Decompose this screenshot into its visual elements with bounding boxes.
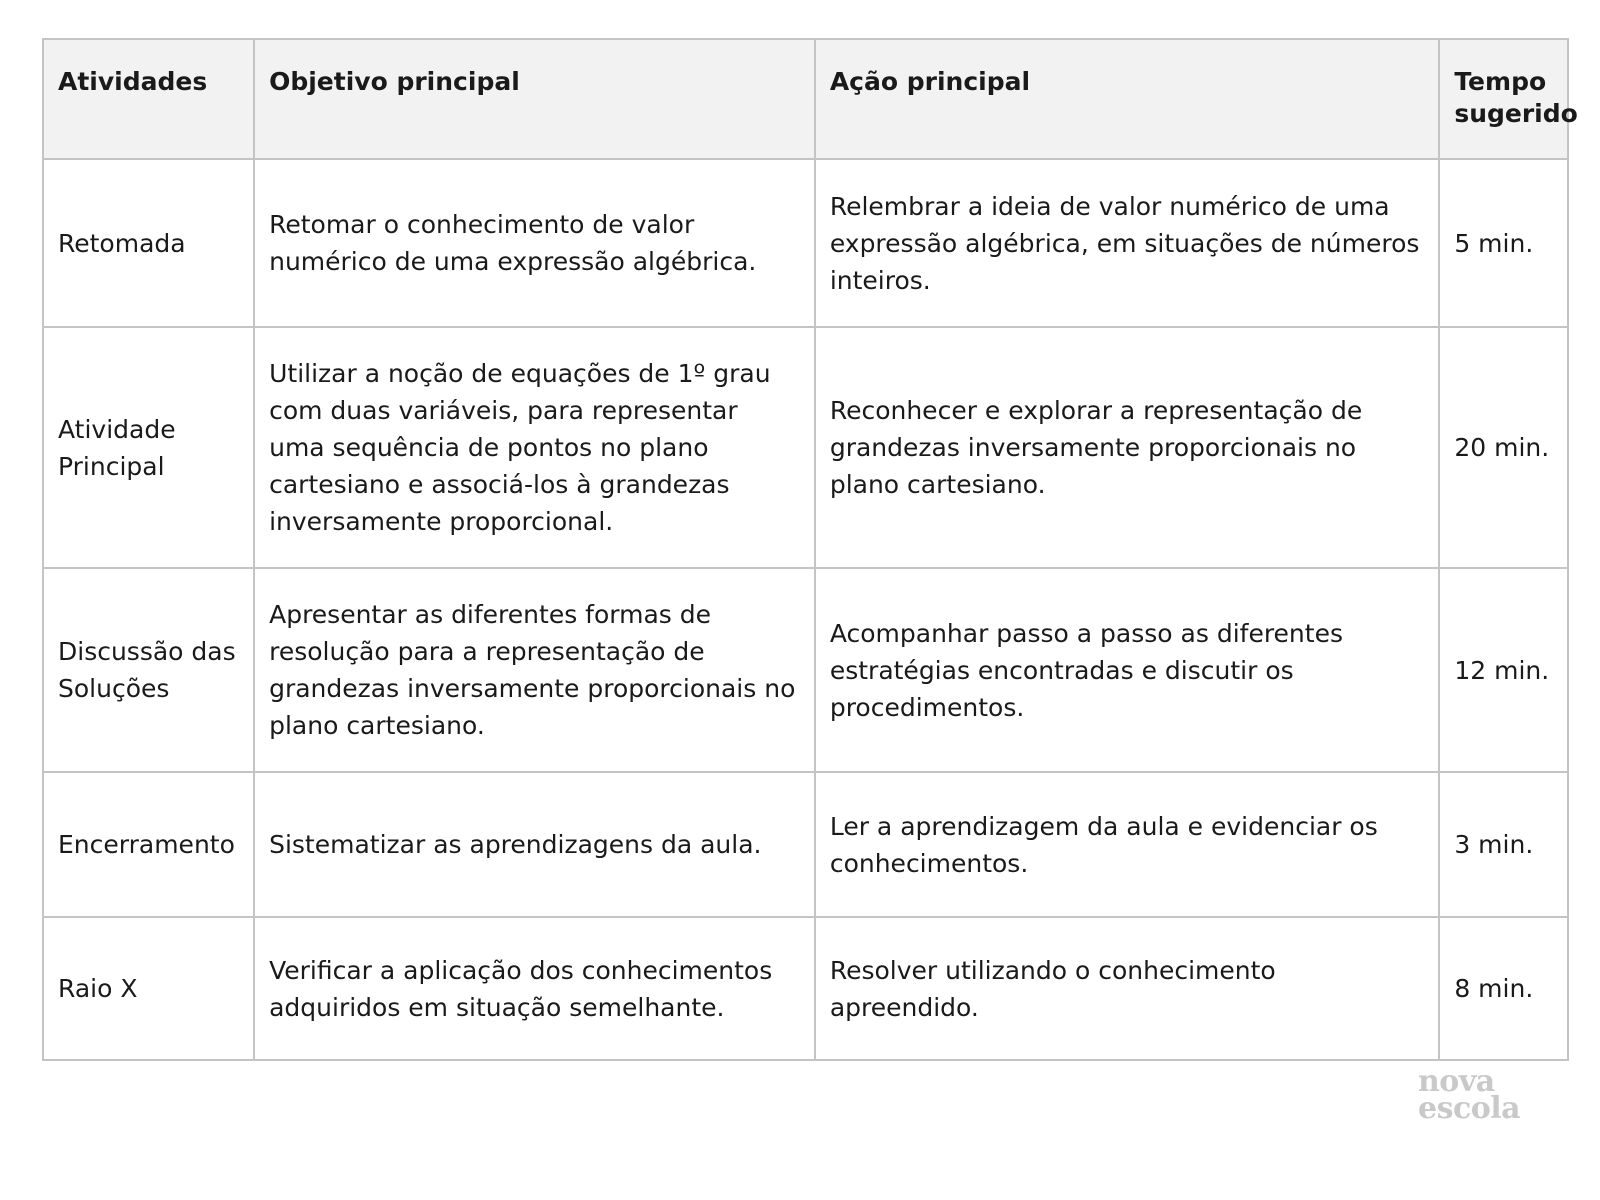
- cell-activity: Retomada: [43, 159, 254, 327]
- logo-line-2: escola: [1418, 1091, 1521, 1126]
- cell-objective: Retomar o conhecimento de valor numérico de uma expressão algébrica.: [254, 159, 815, 327]
- cell-time: 20 min.: [1439, 327, 1568, 568]
- cell-activity: Discussão das Soluções: [43, 568, 254, 772]
- table-row: [43, 159, 1568, 327]
- header-suggested-time: Tempo sugerido: [1439, 39, 1568, 159]
- table-row: [43, 568, 1568, 772]
- header-main-action: Ação principal: [815, 39, 1440, 159]
- header-main-objective: Objetivo principal: [254, 39, 815, 159]
- cell-action: Resolver utilizando o conhecimento apreendido.: [815, 917, 1440, 1060]
- cell-objective: Apresentar as diferentes formas de resolução para a representação de grandezas inversamente proporcionais no plano cartesiano.: [254, 568, 815, 772]
- cell-time: 5 min.: [1439, 159, 1568, 327]
- cell-action: Reconhecer e explorar a representação de grandezas inversamente proporcionais no plano cartesiano.: [815, 327, 1440, 568]
- cell-activity: Atividade Principal: [43, 327, 254, 568]
- header-activities: Atividades: [43, 39, 254, 159]
- nova-escola-logo: [1418, 1064, 1548, 1126]
- table-row: [43, 917, 1568, 1060]
- cell-objective: Verificar a aplicação dos conhecimentos adquiridos em situação semelhante.: [254, 917, 815, 1060]
- table-header-row: [43, 39, 1568, 159]
- lesson-plan-table: [42, 38, 1578, 1061]
- cell-activity: Raio X: [43, 917, 254, 1060]
- cell-action: Ler a aprendizagem da aula e evidenciar os conhecimentos.: [815, 772, 1440, 917]
- cell-objective: Utilizar a noção de equações de 1º grau com duas variáveis, para representar uma sequência de pontos no plano cartesiano e associá-los à grandezas inversamente proporcional.: [254, 327, 815, 568]
- cell-time: 8 min.: [1439, 917, 1568, 1060]
- cell-time: 3 min.: [1439, 772, 1568, 917]
- cell-objective: Sistematizar as aprendizagens da aula.: [254, 772, 815, 917]
- cell-action: Relembrar a ideia de valor numérico de uma expressão algébrica, em situações de números inteiros.: [815, 159, 1440, 327]
- cell-time: 12 min.: [1439, 568, 1568, 772]
- table-row: [43, 772, 1568, 917]
- cell-action: Acompanhar passo a passo as diferentes estratégias encontradas e discutir os procedimentos.: [815, 568, 1440, 772]
- logo-line-1: nova: [1418, 1064, 1495, 1099]
- table-row: [43, 327, 1568, 568]
- cell-activity: Encerramento: [43, 772, 254, 917]
